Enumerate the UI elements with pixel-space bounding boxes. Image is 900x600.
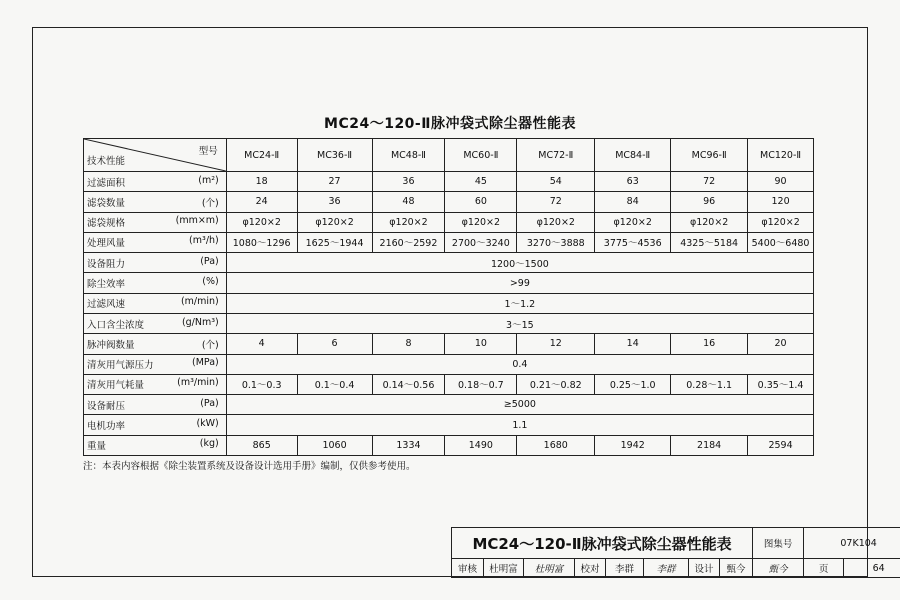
- value-cell: 60: [445, 192, 517, 212]
- row-label-cell: [84, 313, 227, 333]
- value-cell: 1680: [517, 435, 595, 455]
- value-cell: 2594: [748, 435, 814, 455]
- title-block-title: MC24～120-Ⅱ脉冲袋式除尘器性能表: [452, 528, 753, 559]
- value-cell: φ120×2: [372, 212, 445, 232]
- value-cell: 0.1～0.3: [226, 374, 297, 394]
- row-label-cell: [84, 212, 227, 232]
- row-name: 入口含尘浓度: [87, 319, 145, 331]
- merged-value-cell: ≥5000: [226, 395, 813, 415]
- value-cell: 72: [671, 172, 748, 192]
- value-cell: 20: [748, 334, 814, 354]
- designer-signature: 甄今: [753, 559, 804, 578]
- value-cell: 0.35～1.4: [748, 374, 814, 394]
- value-cell: 18: [226, 172, 297, 192]
- row-name: 清灰用气耗量: [87, 380, 145, 392]
- row-label-cell: [84, 172, 227, 192]
- row-label-cell: [84, 354, 227, 374]
- row-label-cell: [84, 334, 227, 354]
- review-label: 审核: [452, 559, 484, 578]
- row-unit: (m³/h): [189, 235, 219, 247]
- row-unit: (kW): [196, 418, 219, 430]
- row-name: 过滤风速: [87, 299, 126, 311]
- value-cell: φ120×2: [671, 212, 748, 232]
- row-unit: (m²): [198, 174, 219, 186]
- row-name: 设备耐压: [87, 400, 126, 412]
- value-cell: 120: [748, 192, 814, 212]
- row-name: 电机功率: [87, 421, 126, 433]
- value-cell: 36: [297, 192, 372, 212]
- row-label-cell: [84, 435, 227, 455]
- table-row: [84, 212, 814, 232]
- row-label-cell: [84, 192, 227, 212]
- value-cell: φ120×2: [445, 212, 517, 232]
- row-label-cell: [84, 273, 227, 293]
- value-cell: 54: [517, 172, 595, 192]
- table-row: [84, 273, 814, 293]
- model-header: MC36-Ⅱ: [297, 139, 372, 172]
- value-cell: φ120×2: [297, 212, 372, 232]
- value-cell: 16: [671, 334, 748, 354]
- value-cell: φ120×2: [517, 212, 595, 232]
- row-name: 过滤面积: [87, 177, 126, 189]
- reviewer-signature: 杜明富: [524, 559, 575, 578]
- value-cell: 36: [372, 172, 445, 192]
- value-cell: 48: [372, 192, 445, 212]
- designer-name: 甄今: [720, 559, 753, 578]
- table-row: [84, 232, 814, 252]
- value-cell: 1625～1944: [297, 232, 372, 252]
- merged-value-cell: 1.1: [226, 415, 813, 435]
- row-unit: (m/min): [180, 296, 219, 308]
- value-cell: 2160～2592: [372, 232, 445, 252]
- performance-table: [83, 138, 814, 456]
- table-row: [84, 415, 814, 435]
- design-label: 设计: [689, 559, 720, 578]
- row-name: 除尘效率: [87, 279, 126, 291]
- row-name: 设备阻力: [87, 258, 126, 270]
- row-label-cell: [84, 395, 227, 415]
- merged-value-cell: 1200～1500: [226, 253, 813, 273]
- value-cell: 1334: [372, 435, 445, 455]
- value-cell: 8: [372, 334, 445, 354]
- row-name: 滤袋规格: [87, 218, 126, 230]
- row-label-cell: [84, 293, 227, 313]
- value-cell: 1080～1296: [226, 232, 297, 252]
- page-label: 页: [804, 559, 844, 578]
- row-unit: (Pa): [200, 397, 219, 409]
- value-cell: 0.1～0.4: [297, 374, 372, 394]
- check-label: 校对: [575, 559, 606, 578]
- value-cell: φ120×2: [748, 212, 814, 232]
- table-note: 注：本表内容根据《除尘装置系统及设备设计选用手册》编制，仅供参考使用。: [83, 461, 416, 472]
- value-cell: 3775～4536: [595, 232, 671, 252]
- value-cell: 6: [297, 334, 372, 354]
- row-label-cell: [84, 232, 227, 252]
- row-name: 脉冲阀数量: [87, 339, 135, 351]
- value-cell: 1490: [445, 435, 517, 455]
- value-cell: 0.21～0.82: [517, 374, 595, 394]
- value-cell: 0.14～0.56: [372, 374, 445, 394]
- value-cell: 96: [671, 192, 748, 212]
- value-cell: 2184: [671, 435, 748, 455]
- table-row: [84, 192, 814, 212]
- row-name: 处理风量: [87, 238, 126, 250]
- value-cell: 10: [445, 334, 517, 354]
- table-row: [84, 374, 814, 394]
- header-corner-cell: [84, 139, 227, 172]
- value-cell: 3270～3888: [517, 232, 595, 252]
- value-cell: 0.25～1.0: [595, 374, 671, 394]
- row-name: 滤袋数量: [87, 197, 126, 209]
- merged-value-cell: 3～15: [226, 313, 813, 333]
- value-cell: φ120×2: [226, 212, 297, 232]
- value-cell: 45: [445, 172, 517, 192]
- model-header: MC120-Ⅱ: [748, 139, 814, 172]
- merged-value-cell: >99: [226, 273, 813, 293]
- row-name: 重量: [87, 441, 107, 453]
- value-cell: 24: [226, 192, 297, 212]
- checker-signature: 李群: [644, 559, 689, 578]
- table-row: [84, 395, 814, 415]
- model-header: MC24-Ⅱ: [226, 139, 297, 172]
- reviewer-name: 杜明富: [484, 559, 524, 578]
- model-header: MC84-Ⅱ: [595, 139, 671, 172]
- model-header: MC96-Ⅱ: [671, 139, 748, 172]
- value-cell: 1942: [595, 435, 671, 455]
- performance-label: 技术性能: [87, 156, 126, 167]
- value-cell: 72: [517, 192, 595, 212]
- table-row: [84, 334, 814, 354]
- row-unit: (个): [201, 197, 219, 209]
- value-cell: 12: [517, 334, 595, 354]
- row-name: 清灰用气源压力: [87, 360, 154, 372]
- row-label-cell: [84, 253, 227, 273]
- table-row: [84, 354, 814, 374]
- merged-value-cell: 1～1.2: [226, 293, 813, 313]
- table-row: [84, 435, 814, 455]
- value-cell: 84: [595, 192, 671, 212]
- atlas-label: 图集号: [753, 528, 804, 559]
- type-label: 型号: [198, 146, 218, 157]
- merged-value-cell: 0.4: [226, 354, 813, 374]
- page-number: 64: [844, 559, 900, 578]
- value-cell: 5400～6480: [748, 232, 814, 252]
- value-cell: 90: [748, 172, 814, 192]
- row-unit: (%): [202, 276, 219, 288]
- value-cell: 63: [595, 172, 671, 192]
- title-block: [451, 527, 900, 578]
- model-header: MC48-Ⅱ: [372, 139, 445, 172]
- row-unit: (m³/min): [177, 377, 219, 389]
- value-cell: 0.18～0.7: [445, 374, 517, 394]
- value-cell: 1060: [297, 435, 372, 455]
- row-unit: (mm×m): [175, 215, 219, 227]
- value-cell: 4325～5184: [671, 232, 748, 252]
- table-row: [84, 253, 814, 273]
- value-cell: 27: [297, 172, 372, 192]
- row-unit: (kg): [199, 438, 219, 450]
- row-unit: (个): [201, 339, 219, 351]
- table-row: [84, 172, 814, 192]
- checker-name: 李群: [606, 559, 644, 578]
- table-row: [84, 293, 814, 313]
- model-header: MC60-Ⅱ: [445, 139, 517, 172]
- value-cell: 0.28～1.1: [671, 374, 748, 394]
- row-unit: (MPa): [192, 357, 219, 369]
- value-cell: 2700～3240: [445, 232, 517, 252]
- table-row: [84, 313, 814, 333]
- value-cell: φ120×2: [595, 212, 671, 232]
- page-title: MC24～120-Ⅱ脉冲袋式除尘器性能表: [324, 116, 576, 132]
- value-cell: 14: [595, 334, 671, 354]
- model-header: MC72-Ⅱ: [517, 139, 595, 172]
- row-unit: (Pa): [200, 255, 219, 267]
- row-unit: (g/Nm³): [181, 316, 219, 328]
- value-cell: 865: [226, 435, 297, 455]
- header-row: [84, 139, 814, 172]
- value-cell: 4: [226, 334, 297, 354]
- row-label-cell: [84, 415, 227, 435]
- atlas-number: 07K104: [804, 528, 900, 559]
- row-label-cell: [84, 374, 227, 394]
